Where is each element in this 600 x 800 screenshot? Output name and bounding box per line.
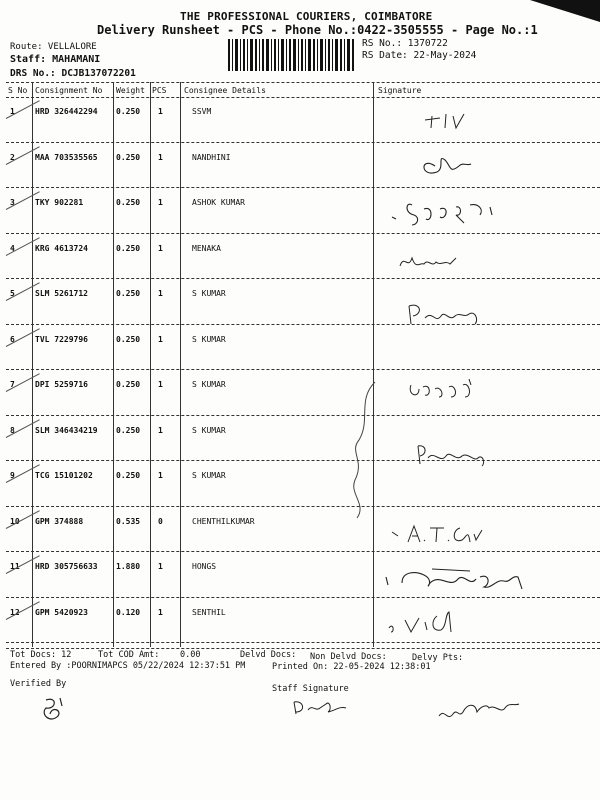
- row-pcs: 1: [158, 289, 163, 298]
- row-separator: [6, 369, 600, 370]
- row-consignment-no: KRG 4613724: [35, 243, 88, 253]
- col-header-signature: Signature: [378, 86, 422, 95]
- table-header-rule: [6, 97, 600, 98]
- row-sno: 12: [10, 607, 20, 617]
- company-title: THE PROFESSIONAL COURIERS, COIMBATORE: [180, 10, 433, 23]
- runsheet-subtitle: Delivery Runsheet - PCS - Phone No.:0422-3505555 - Page No.:1: [97, 23, 538, 37]
- row-consignment-no: SLM 346434219: [35, 425, 98, 435]
- row-pcs: 1: [158, 471, 163, 480]
- row-weight: 0.250: [116, 243, 141, 253]
- signature-row-8: [412, 440, 492, 470]
- row-sno: 1: [10, 107, 15, 116]
- row-separator: [6, 324, 600, 325]
- row-pcs: 1: [158, 243, 163, 253]
- row-sno: 8: [10, 425, 15, 435]
- row-consignment-no: GPM 5420923: [35, 607, 88, 617]
- non-delivered-docs: Non Delvd Docs:: [310, 652, 387, 662]
- row-separator: [6, 278, 600, 279]
- staff-label: Staff: MAHAMANI: [10, 54, 101, 65]
- row-consignment-no: SLM 5261712: [35, 289, 88, 298]
- row-consignee: ASHOK KUMAR: [192, 198, 245, 207]
- row-consignee: SSVM: [192, 107, 212, 116]
- delivered-docs: Delvd Docs:: [240, 650, 297, 660]
- row-consignee: CHENTHILKUMAR: [192, 516, 255, 526]
- printed-on: Printed On: 22-05-2024 12:38:01: [272, 662, 431, 672]
- col-header-pcs: PCS: [152, 86, 167, 95]
- staff-signature-label: Staff Signature: [272, 684, 349, 694]
- signature-row-5: [405, 298, 485, 332]
- row-separator: [6, 506, 600, 507]
- row-weight: 0.250: [116, 107, 141, 116]
- row-separator: [6, 642, 600, 643]
- delivery-points: Delvy Pts:: [412, 653, 464, 663]
- row-pcs: 1: [158, 152, 163, 162]
- row-sno: 11: [10, 562, 20, 571]
- row-sno: 5: [10, 289, 15, 298]
- row-consignment-no: DPI 5259716: [35, 380, 88, 389]
- signature-row-1: [420, 108, 490, 134]
- row-sno: 7: [10, 380, 15, 389]
- row-consignment-no: TCG 15101202: [35, 471, 93, 480]
- row-pcs: 1: [158, 380, 163, 389]
- row-weight: 0.250: [116, 152, 141, 162]
- row-weight: 0.250: [116, 425, 141, 435]
- footer-rule: [6, 648, 600, 649]
- signature-row-7: [405, 375, 480, 407]
- row-weight: 0.250: [116, 334, 141, 344]
- table-top-rule: [6, 82, 600, 83]
- col-divider: [150, 82, 151, 647]
- row-pcs: 1: [158, 562, 163, 571]
- row-separator: [6, 460, 600, 461]
- rs-number: RS No.: 1370722: [362, 38, 448, 49]
- row-consignment-no: MAA 703535565: [35, 152, 98, 162]
- row-sno: 4: [10, 243, 15, 253]
- row-consignment-no: GPM 374888: [35, 516, 84, 526]
- col-header-consignment: Consignment No: [35, 86, 103, 95]
- row-consignee: S KUMAR: [192, 334, 226, 344]
- row-separator: [6, 233, 600, 234]
- row-separator: [6, 187, 600, 188]
- row-pcs: 1: [158, 198, 163, 207]
- row-sno: 10: [10, 516, 20, 526]
- row-consignment-no: TVL 7229796: [35, 334, 88, 344]
- row-consignee: S KUMAR: [192, 425, 226, 435]
- row-consignment-no: HRD 326442294: [35, 107, 98, 116]
- row-consignee: S KUMAR: [192, 380, 226, 389]
- signature-row-2: [415, 148, 475, 184]
- row-pcs: 1: [158, 107, 163, 116]
- signature-row-10: [390, 518, 490, 552]
- total-docs: Tot Docs: 12: [10, 650, 72, 660]
- col-divider: [180, 82, 181, 647]
- row-consignee: MENAKA: [192, 243, 221, 253]
- signature-row-3: [390, 195, 500, 231]
- row-separator: [6, 142, 600, 143]
- entered-by: Entered By :POORNIMAPCS 05/22/2024 12:37:51 PM: [10, 661, 246, 671]
- row-consignment-no: TKY 902281: [35, 198, 84, 207]
- extra-signature: [435, 696, 525, 726]
- row-separator: [6, 415, 600, 416]
- row-consignee: SENTHIL: [192, 607, 226, 617]
- rs-date: RS Date: 22-May-2024: [362, 50, 477, 61]
- staff-signature: [292, 696, 352, 718]
- row-weight: 0.250: [116, 289, 141, 298]
- col-header-consignee: Consignee Details: [184, 86, 266, 95]
- row-weight: 0.250: [116, 380, 141, 389]
- row-pcs: 1: [158, 607, 163, 617]
- row-pcs: 0: [158, 516, 163, 526]
- row-consignee: HONGS: [192, 562, 217, 571]
- row-separator: [6, 551, 600, 552]
- signature-row-4: [398, 248, 460, 274]
- bracket-mark: [345, 380, 385, 520]
- row-pcs: 1: [158, 425, 163, 435]
- route-label: Route: VELLALORE: [10, 42, 97, 52]
- row-consignee: NANDHINI: [192, 152, 231, 162]
- row-consignee: S KUMAR: [192, 471, 226, 480]
- col-header-weight: Weight: [116, 86, 145, 95]
- row-weight: 0.250: [116, 471, 141, 480]
- drs-number: DRS No.: DCJB137072201: [10, 68, 136, 79]
- col-divider: [113, 82, 114, 647]
- row-pcs: 1: [158, 334, 163, 344]
- barcode: [228, 39, 355, 71]
- row-weight: 1.880: [116, 562, 141, 571]
- row-sno: 3: [10, 198, 15, 207]
- row-sno: 9: [10, 471, 15, 480]
- row-consignment-no: HRD 305756633: [35, 562, 98, 571]
- row-weight: 0.250: [116, 198, 141, 207]
- total-cod-label: Tot COD Amt:: [98, 650, 160, 660]
- verified-by-label: Verified By: [10, 679, 67, 689]
- row-weight: 0.535: [116, 516, 141, 526]
- col-divider: [32, 82, 33, 647]
- dark-corner: [530, 0, 600, 22]
- row-sno: 2: [10, 152, 15, 162]
- row-consignee: S KUMAR: [192, 289, 226, 298]
- total-cod-value: 0.00: [180, 650, 201, 660]
- col-divider: [373, 82, 374, 647]
- row-weight: 0.120: [116, 607, 141, 617]
- col-header-sno: S No: [8, 86, 28, 95]
- signature-row-11: [380, 565, 530, 599]
- row-sno: 6: [10, 334, 15, 344]
- signature-row-12: [385, 608, 475, 638]
- verifier-signature: [38, 694, 68, 728]
